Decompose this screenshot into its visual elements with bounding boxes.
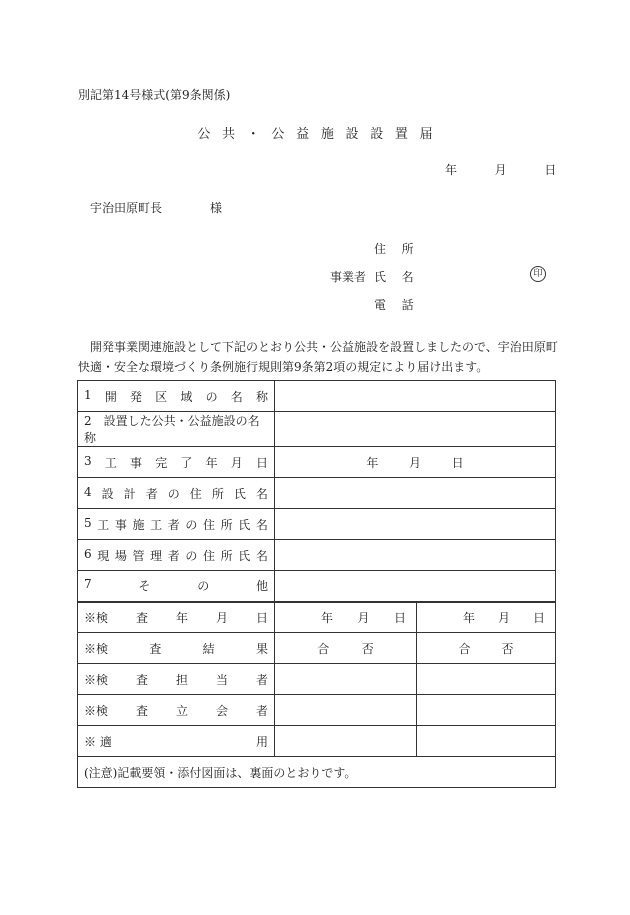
dev-area-name-label: 1 開 発 区 域 の 名 称 [78, 381, 275, 412]
inspection-result-field-2[interactable]: 合 否 [417, 633, 556, 664]
table-row [78, 664, 556, 695]
witness-field-2[interactable] [417, 695, 556, 726]
inspector-field-2[interactable] [417, 664, 556, 695]
form-table [77, 380, 556, 788]
phone-label: 電話 [374, 298, 430, 312]
table-row [78, 381, 556, 412]
table-row [78, 478, 556, 509]
inspector-label: ※検 査 担 当 者 [78, 664, 275, 695]
date-day-label: 日 [544, 163, 557, 177]
facility-name-label: 2 設置した公共・公益施設の名称 [78, 412, 275, 447]
addressee [90, 199, 222, 216]
addressee-honorific: 様 [210, 201, 223, 215]
table-row [78, 726, 556, 757]
witness-label: ※検 査 立 会 者 [78, 695, 275, 726]
application-field-2[interactable] [417, 726, 556, 757]
body-text [78, 337, 568, 377]
inspection-result-field-1[interactable]: 合 否 [275, 633, 417, 664]
inspector-field-1[interactable] [275, 664, 417, 695]
note-text: (注意)記載要領・添付図面は、裏面のとおりです。 [78, 757, 556, 788]
designer-field[interactable] [275, 478, 556, 509]
inspection-date-field-2[interactable]: 年 月 日 [417, 602, 556, 633]
addressee-name: 宇治田原町長 [90, 201, 163, 215]
witness-field-1[interactable] [275, 695, 417, 726]
table-row [78, 447, 556, 478]
inspection-date-field-1[interactable]: 年 月 日 [275, 602, 417, 633]
site-manager-field[interactable] [275, 540, 556, 571]
dev-area-name-field[interactable] [275, 381, 556, 412]
name-label: 氏名 [374, 270, 430, 284]
application-label: ※ 適 用 [78, 726, 275, 757]
seal-mark: 印 [530, 266, 546, 282]
date-month-label: 月 [494, 163, 507, 177]
designer-label: 4 設 計 者 の 住 所 氏 名 [78, 478, 275, 509]
inspection-result-label: ※検 査 結 果 [78, 633, 275, 664]
table-row [78, 571, 556, 602]
site-manager-label: 6 現 場 管 理 者 の 住 所 氏 名 [78, 540, 275, 571]
contractor-label: 5 工 事 施 工 者 の 住 所 氏 名 [78, 509, 275, 540]
other-label: 7 そ の 他 [78, 571, 275, 602]
facility-name-field[interactable] [275, 412, 556, 447]
other-field[interactable] [275, 571, 556, 602]
table-row [78, 602, 556, 633]
table-row [78, 695, 556, 726]
submission-date [445, 161, 556, 178]
completion-date-field[interactable]: 年 月 日 [275, 447, 556, 478]
body-line-2: 快適・安全な環境づくり条例施行規則第9条第2項の規定により届け出ます。 [78, 360, 489, 374]
application-field-1[interactable] [275, 726, 417, 757]
table-row [78, 757, 556, 788]
completion-date-label: 3 工 事 完 了 年 月 日 [78, 447, 275, 478]
applicant-name-row [330, 268, 429, 285]
table-row [78, 633, 556, 664]
applicant-phone-row [330, 296, 429, 313]
date-year-label: 年 [445, 163, 458, 177]
applicant-role: 事業者 [330, 270, 367, 284]
inspection-date-label: ※検 査 年 月 日 [78, 602, 275, 633]
table-row [78, 540, 556, 571]
body-line-1: 開発事業関連施設として下記のとおり公共・公益施設を設置しましたので、宇治田原町 [90, 340, 558, 354]
form-title: 公共・公益施設設置届 [197, 127, 445, 142]
table-row [78, 509, 556, 540]
address-label: 住所 [374, 242, 430, 256]
table-row [78, 412, 556, 447]
applicant-address-row [330, 240, 429, 257]
form-number: 別記第14号様式(第9条関係) [78, 88, 231, 102]
contractor-field[interactable] [275, 509, 556, 540]
